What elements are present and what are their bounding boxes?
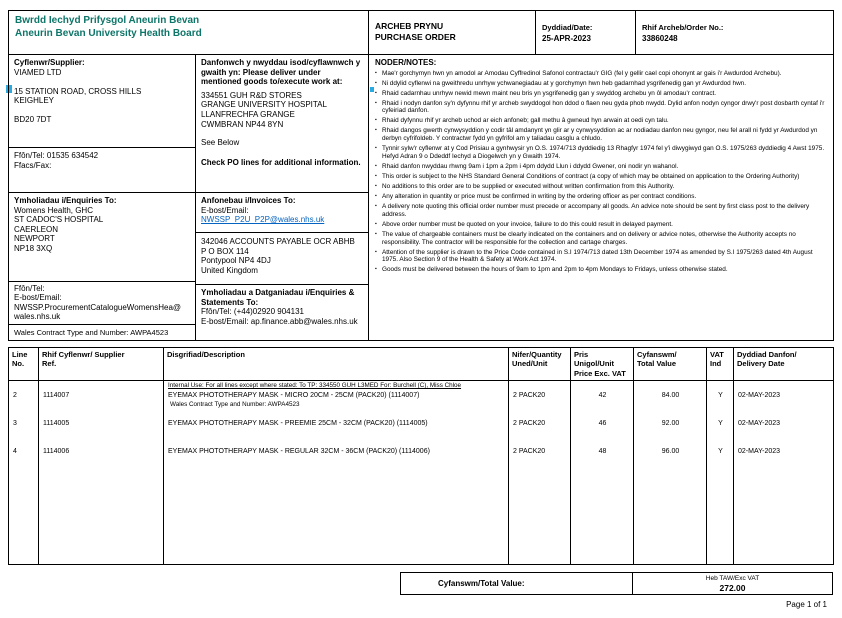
note-bullet: ▪ Rhaid dangos gwerth cynwysyddion y codir tâl amdanynt yn glir ar y cynwysyddion ac ar nodiadau danfon neu gyngor, neu fel arall ni fydd yr Awdurdod yn derbyn cyfrifoldeb. Y contractwr fydd yn gyfrifol am y taliadau casglu a chludo. — [375, 127, 827, 143]
supplier-address-line: VIAMED LTD — [14, 67, 62, 77]
page-number: Page 1 of 1 — [786, 600, 827, 609]
delivery-date-cell: 02-MAY-2023 — [738, 392, 781, 399]
invoices-email-label: E-bost/Email: — [201, 205, 249, 215]
note-bullet: ▪ No additions to this order are to be supplied or executed without written confirmation from this Authority. — [375, 183, 827, 191]
contract-type-line: Wales Contract Type and Number: AWPA4523 — [9, 324, 195, 340]
col-header-supplier-ref: Rhif Cyflenwr/ Supplier Ref. — [39, 348, 164, 380]
delivery-column — [196, 55, 369, 340]
supplier-section — [9, 55, 195, 148]
note-bullet: ▪ Tynnir sylw'r cyflenwr at y Cod Prisiau a gynhwysir yn O.S. 1974/713 dyddiedig 13 Rhagfyr 1974 fel y'i diwygiwyd gan O.S. 1975/263 dyddiedig 4 Awst 1975. Hefyd Adran 9 o Ddeddf Iechyd a Diogelwch yn y Gwaith 1974. — [375, 145, 827, 161]
statements-phone: Ffôn/Tel: (+44)02920 904131 — [201, 307, 304, 317]
invoices-address-line: United Kingdom — [201, 265, 258, 275]
unit-price-cell: 42 — [598, 392, 607, 399]
statements-block — [196, 284, 368, 340]
invoices-label: Anfonebau i/Invoices To: — [201, 196, 296, 205]
supplier-address-line: KEIGHLEY — [14, 96, 55, 106]
description-cell — [164, 447, 509, 475]
note-bullet: ▪ Goods must be delivered between the hours of 9am to 1pm and 2pm to 4pm Mondays to Fridays, unless otherwise stated. — [375, 266, 827, 274]
document-body — [8, 10, 834, 609]
order-date-cell — [536, 11, 636, 54]
phone-label: Ffôn/Tel: — [14, 151, 45, 160]
invoices-address-line: 342046 ACCOUNTS PAYABLE OCR ABHB — [201, 237, 355, 246]
total-value-cell: 84.00 — [661, 392, 680, 399]
notes-label: NODER/NOTES: — [375, 58, 437, 67]
supplier-address-line: BD20 7DT — [14, 115, 52, 125]
col-header-unit-price: Pris Unigol/Unit Price Exc. VAT — [571, 348, 634, 380]
order-number-label: Rhif Archeb/Order No.: — [642, 23, 724, 32]
totals-section — [400, 572, 834, 595]
notes-section — [369, 55, 833, 279]
vat-cell: Y — [718, 392, 723, 399]
col-header-quantity: Nifer/Quantity Uned/Unit — [509, 348, 571, 380]
table-row — [9, 419, 833, 447]
unit-price-cell: 48 — [598, 448, 607, 455]
board-name-cy: Bwrdd Iechyd Prifysgol Aneurin Bevan — [15, 15, 200, 26]
check-po-note: Check PO lines for additional information. — [201, 157, 361, 167]
col-header-vat-ind: VAT Ind — [707, 348, 734, 380]
enquiries-address-line: NEWPORT — [14, 234, 55, 244]
note-bullet: ▪ Any alteration in quantity or price must be confirmed in writing by the ordering officer as per contract conditions. — [375, 193, 827, 201]
col-header-line-no: Line No. — [9, 348, 39, 380]
note-bullet: ▪ Rhaid cadarnhau unrhyw newid mewn maint neu bris yn ysgrifenedig gan y swyddog archebu yn ôl amodau'r contract. — [375, 90, 827, 98]
note-bullet: ▪ Above order number must be quoted on your invoice, failure to do this could result in delayed payment. — [375, 221, 827, 229]
col-header-delivery-date: Dyddiad Danfon/ Delivery Date — [737, 350, 797, 369]
line-no-cell: 3 — [13, 420, 17, 427]
supplier-ref-cell: 1114005 — [43, 420, 70, 427]
supplier-address-line — [14, 77, 190, 87]
doc-title-cy: ARCHEB PRYNU — [375, 21, 444, 31]
order-lines-table — [8, 347, 834, 565]
note-bullet: ▪ This order is subject to the NHS Standard General Conditions of contract (a copy of which may be obtained on application to the Ordering Authority) — [375, 173, 827, 181]
table-row — [9, 447, 833, 475]
supplier-contact-section — [9, 148, 195, 193]
address-notes-band — [8, 55, 834, 341]
date-label: Dyddiad/Date: — [542, 23, 593, 32]
enquiries-address-line: ST CADOC'S HOSPITAL — [14, 215, 104, 225]
table-header-row — [9, 348, 833, 381]
table-body — [9, 381, 833, 564]
enquiries-phone-label: Ffôn/Tel: — [14, 283, 45, 293]
description-cell — [164, 419, 509, 447]
quantity-cell: 2 PACK20 — [513, 420, 546, 427]
delivery-address-line: CWMBRAN NP44 8YN — [201, 119, 284, 129]
order-number-cell — [636, 11, 833, 54]
delivery-address-line: 334551 GUH R&D STORES — [201, 90, 302, 100]
internal-use-note: Internal Use: For all lines except where stated: To TP: 334550 GUH L3MED For: Burchell (C), Miss Chloe — [168, 382, 462, 389]
delivery-address-line: LLANFRECHFA GRANGE — [201, 109, 295, 119]
supplier-ref-cell: 1114007 — [43, 392, 70, 399]
enquiries-address — [9, 193, 195, 281]
supplier-fax: Ffacs/Fax: — [14, 160, 52, 170]
quantity-cell: 2 PACK20 — [513, 392, 546, 399]
totals-label: Cyfanswm/Total Value: — [400, 572, 633, 595]
note-bullet: ▪ Ni ddylid cyflenwi na gweithredu unrhyw ychwanegiadau at y gorchymyn hwn heb gadarnhad ysgrifenedig gan yr Awdurdod hwn. — [375, 80, 827, 88]
table-row — [9, 391, 833, 419]
total-value-amount: 272.00 — [719, 582, 746, 593]
enquiries-email-label: E-bost/Email: — [14, 293, 62, 303]
enquiries-section — [9, 193, 195, 340]
description-cell — [164, 391, 509, 419]
delivery-address-line: GRANGE UNIVERSITY HOSPITAL — [201, 100, 327, 110]
note-bullet: ▪ Rhaid dyfynnu rhif yr archeb uchod ar eich anfoneb; gall methu â gwneud hyn arwain at oedi cyn talu. — [375, 117, 827, 125]
description-text: EYEMAX PHOTOTHERAPY MASK - REGULAR 32CM - 36CM (PACK20) (1114006) — [168, 448, 430, 455]
invoices-email-block — [196, 193, 368, 232]
quantity-cell: 2 PACK20 — [513, 448, 546, 455]
statements-email: E-bost/Email: ap.finance.abb@wales.nhs.uk — [201, 316, 358, 326]
invoices-address — [196, 232, 368, 284]
board-name-en: Aneurin Bevan University Health Board — [15, 27, 202, 39]
description-text: EYEMAX PHOTOTHERAPY MASK - MICRO 20CM - 25CM (PACK20) (1114007) — [168, 392, 420, 399]
supplier-address-line: 15 STATION ROAD, CROSS HILLS — [14, 86, 142, 96]
delivery-date-cell: 02-MAY-2023 — [738, 448, 781, 455]
note-bullet: ▪ Attention of the supplier is drawn to the Price Code contained in S.I 1974/713 dated 13th December 1974 as amended by S.I 1975/263 dated 4th August 1975. Also Section 9 of the Health & Safety at Work Act 1974. — [375, 249, 827, 265]
note-bullet: ▪ Rhaid i nodyn danfon sy'n dyfynnu rhif yr archeb swyddogol hon ddod o flaen neu gyda phob nwydd. Dylid anfon nodyn cyngor drwy'r post dosbarth cyntaf i'r cyfeiriad danfon. — [375, 100, 827, 116]
phone-value: 01535 634542 — [46, 151, 99, 160]
delivery-date-cell: 02-MAY-2023 — [738, 420, 781, 427]
totals-value-cell — [632, 572, 833, 595]
health-board-brand — [9, 11, 369, 54]
supplier-label: Cyflenwr/Supplier: — [14, 58, 85, 67]
vat-exclusion-note: Heb TAW/Exc VAT — [705, 575, 760, 582]
enquiries-label: Ymholiadau i/Enquiries To: — [14, 196, 117, 205]
total-value-cell: 96.00 — [661, 448, 680, 455]
description-text: EYEMAX PHOTOTHERAPY MASK - PREEMIE 25CM - 32CM (PACK20) (1114005) — [168, 420, 428, 427]
supplier-column — [9, 55, 196, 340]
doc-title-en: PURCHASE ORDER — [375, 32, 456, 43]
order-number-value: 33860248 — [642, 33, 678, 43]
enquiries-address-line: NP18 3XQ — [14, 243, 53, 253]
supplier-phone — [14, 151, 190, 161]
note-bullet: ▪ Rhaid danfon nwyddau rhwng 9am i 1pm a 2pm i 4pm ddydd Llun i ddydd Gwener, oni nodir yn wahanol. — [375, 163, 827, 171]
total-value-cell: 92.00 — [661, 420, 680, 427]
note-bullet: ▪ Mae'r gorchymyn hwn yn amodol ar Amodau Cyffredinol Safonol contractau'r GIG (fel y gellir cael copi ohonynt ar gais i'r Awdurdod Archebu). — [375, 70, 827, 78]
invoices-email-link[interactable]: NWSSP_P2U_P2P@wales.nhs.uk — [201, 215, 325, 225]
invoices-address-line: P O BOX 114 — [201, 246, 249, 256]
description-subline: Wales Contract Type and Number: AWPA4523 — [170, 400, 300, 408]
enquiries-address-line: Womens Health, GHC — [14, 205, 93, 215]
col-header-total-value: Cyfanswm/ Total Value — [634, 348, 707, 380]
unit-price-cell: 46 — [598, 420, 607, 427]
enquiries-address-line: CAERLEON — [14, 224, 59, 234]
delivery-section — [196, 55, 368, 193]
statements-label: Ymholiadau a Datganiadau i/Enquiries & Statements To: — [201, 288, 355, 307]
line-no-cell: 2 — [13, 392, 17, 399]
vat-cell: Y — [718, 448, 723, 455]
line-no-cell: 4 — [13, 448, 17, 455]
note-bullet: ▪ A delivery note quoting this official order number must precede or accompany all goods. An advice note should be sent by first class post to the delivery address. — [375, 203, 827, 219]
internal-use-row — [9, 381, 833, 391]
invoices-address-line: Pontypool NP4 4DJ — [201, 256, 271, 266]
notes-column — [369, 55, 833, 340]
note-bullet: ▪ The value of chargeable containers must be clearly indicated on the containers and on delivery or advice notes, otherwise the Authority accepts no responsibility. The contractor will be responsible for the collection and cartage charges. — [375, 231, 827, 247]
col-header-description: Disgrifiad/Description — [164, 348, 509, 380]
enquiries-contact — [9, 281, 195, 324]
document-header — [8, 10, 834, 55]
enquiries-email: NWSSP.ProcurementCatalogueWomensHea@wales.nhs.uk — [14, 302, 182, 322]
vat-cell: Y — [718, 420, 723, 427]
supplier-address-line — [14, 106, 190, 116]
date-value: 25-APR-2023 — [542, 33, 591, 43]
document-title — [369, 11, 536, 54]
see-below-note: See Below — [201, 138, 240, 148]
delivery-instruction: Danfonwch y nwyddau isod/cyflawnwch y gwaith yn: Please deliver under mentioned goods to/execute work at: — [201, 58, 361, 87]
notes-list — [375, 70, 827, 275]
supplier-ref-cell: 1114006 — [43, 448, 70, 455]
invoices-section — [196, 193, 368, 340]
